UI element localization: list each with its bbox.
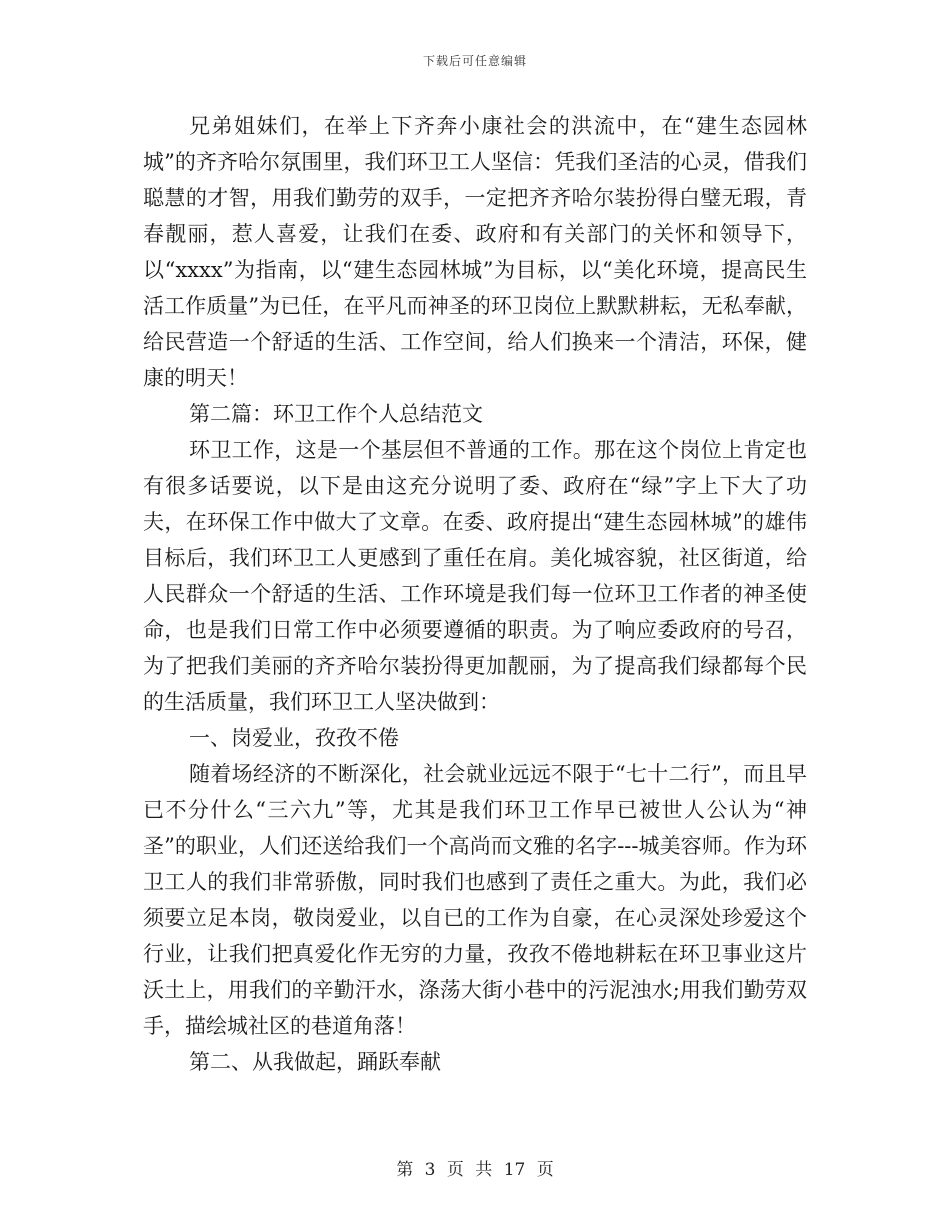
- page-number: 第 3 页 共 17 页: [396, 1160, 554, 1180]
- paragraph: 兄弟姐妹们，在举上下齐奔小康社会的洪流中，在“建生态园林城”的齐齐哈尔氛围里，我们环卫工人坚信：凭我们圣洁的心灵，借我们聪慧的才智，用我们勤劳的双手，一定把齐齐哈尔装扮得白璧无瑕，青春靓丽，惹人喜爱，让我们在委、政府和有关部门的关怀和领导下，以“xxxx”为指南，以“建生态园林城”为目标，以“美化环境，提高民生活工作质量”为已任，在平凡而神圣的环卫岗位上默默耕耘，无私奉献，给民营造一个舒适的生活、工作空间，给人们换来一个清洁，环保，健康的明天！: [143, 114, 807, 390]
- page-header: 下载后可任意编辑: [422, 54, 527, 68]
- subsection-heading: 第二、从我做起，踊跃奉献: [189, 1050, 441, 1074]
- paragraph: 环卫工作，这是一个基层但不普通的工作。那在这个岗位上肯定也有很多话要说，以下是由这充分说明了委、政府在“绿”字上下大了功夫，在环保工作中做大了文章。在委、政府提出“建生态园林城”的雄伟目标后，我们环卫工人更感到了重任在肩。美化城容貌，社区街道，给人民群众一个舒适的生活、工作环境是我们每一位环卫工作者的神圣使命，也是我们日常工作中必须要遵循的职责。为了响应委政府的号召，为了把我们美丽的齐齐哈尔装扮得更加靓丽，为了提高我们绿都每个民的生活质量，我们环卫工人坚决做到：: [143, 438, 807, 714]
- subsection-heading: 一、岗爱业，孜孜不倦: [189, 726, 399, 750]
- paragraph: 随着场经济的不断深化，社会就业远远不限于“七十二行”，而且早已不分什么“三六九”等，尤其是我们环卫工作早已被世人公认为“神圣”的职业，人们还送给我们一个高尚而文雅的名字---城美容师。作为环卫工人的我们非常骄傲，同时我们也感到了责任之重大。为此，我们必须要立足本岗，敬岗爱业，以自已的工作为自豪，在心灵深处珍爱这个行业，让我们把真爱化作无穷的力量，孜孜不倦地耕耘在环卫事业这片沃土上，用我们的辛勤汗水，涤荡大街小巷中的污泥浊水;用我们勤劳双手，描绘城社区的巷道角落！: [143, 762, 807, 1038]
- document-body: [143, 108, 807, 1080]
- section-title: 第二篇：环卫工作个人总结范文: [189, 402, 483, 426]
